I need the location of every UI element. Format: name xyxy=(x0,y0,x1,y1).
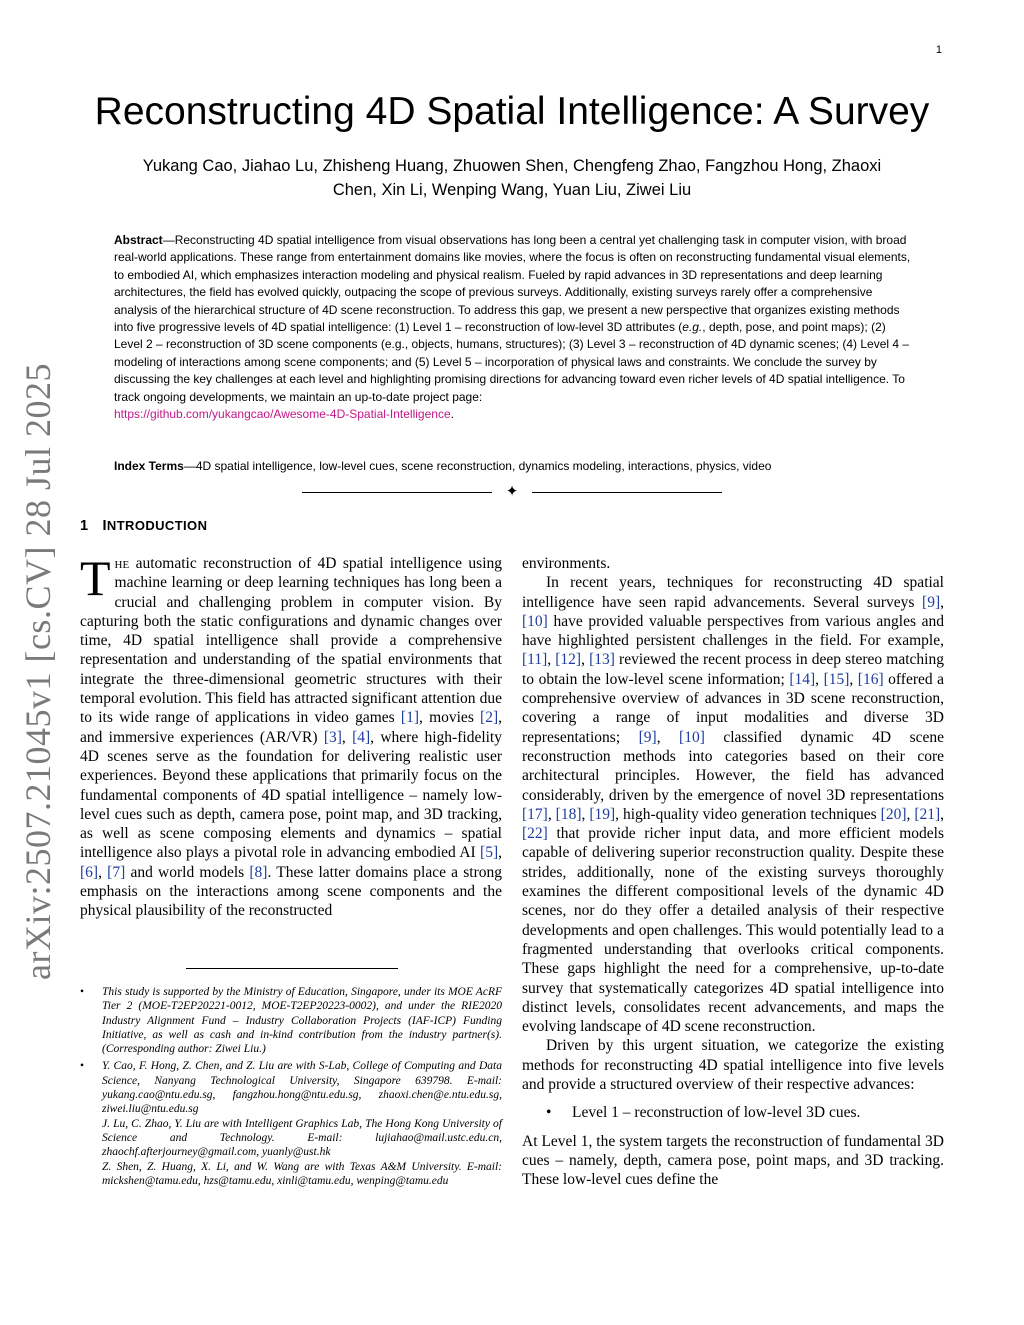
arxiv-identifier-stamp[interactable]: arXiv:2507.21045v1 [cs.CV] 28 Jul 2025 xyxy=(18,363,58,980)
paragraph-text: , xyxy=(906,805,915,823)
paragraph-text: , xyxy=(547,805,556,823)
abstract-text-part-1: Reconstructing 4D spatial intelligence from visual observations has long been a central yet challenging task in computer vision, with broad real-world applications. These range from entertainment domains like movies, where the focus is often on reconstructing fundamental visual elements, to embodied AI, which emphasizes interaction modeling and physical realism. Fueled by rapid advances in 3D representations and deep learning architectures, the field has evolved quickly, outpacing the scope of previous surveys. Additionally, existing surveys rarely offer a comprehensive analysis of the hierarchical structure of 4D scene reconstruction. To address this gap, we present a new perspective that organizes existing methods into five progressive levels of 4D spatial intelligence: (1) Level 1 – reconstruction of low-level 3D attributes ( xyxy=(114,233,911,335)
paragraph-text: that provide richer input data, and more efficient models capable of delivering superior reconstruction quality. Despite these strides, additionally, none of the existing surveys thoroughly examines the different compositional levels of the dynamic 4D scenes, nor do they offer a detailed analysis of their respective developments and open challenges. This would potentially lead to a fragmented understanding that overlooks critical components. These gaps highlight the need for a comprehensive, up-to-date survey that systematically categorizes 4D spatial intelligence into distinct levels, consolidates recent advancements, and maps the evolving landscape of 4D scene reconstruction. xyxy=(522,825,944,1036)
citation-link[interactable]: [3] xyxy=(323,728,342,746)
citation-link[interactable]: [14] xyxy=(789,670,816,688)
opening-word: he xyxy=(114,555,130,572)
footnote-affiliation-hkust: J. Lu, C. Zhao, Y. Liu are with Intelligent Graphics Lab, The Hong Kong University of Science and Technology. E-mail: lujiahao@mail.ustc.edu.cn, zhaochf.afterjourney@gmail.com, yuanly@ust.hk xyxy=(102,1117,502,1159)
section-title-first-letter: I xyxy=(102,518,107,534)
citation-link[interactable]: [22] xyxy=(522,825,548,843)
section-heading-introduction xyxy=(80,518,207,534)
paragraph-text: reviewed the recent process in deep stereo matching to obtain the low-level scene information; xyxy=(522,651,944,688)
paragraph-text: , xyxy=(581,651,590,669)
citation-link[interactable]: [12] xyxy=(555,651,582,669)
citation-link[interactable]: [19] xyxy=(589,805,616,823)
index-terms-label: Index Terms xyxy=(114,459,184,473)
paragraph-text: , and immersive experiences (AR/VR) xyxy=(80,709,502,746)
paragraph-text: classified dynamic 4D scene reconstruction methods into categories based on their core architectural principles. However, the field has advanced considerably, driven by the emergence of novel 3D representations xyxy=(522,728,944,804)
citation-link[interactable]: [6] xyxy=(80,863,99,881)
citation-link[interactable]: [9] xyxy=(922,593,941,611)
paragraph-text: , xyxy=(341,728,353,746)
paper-title: Reconstructing 4D Spatial Intelligence: A Survey xyxy=(94,90,930,133)
abstract-label: Abstract xyxy=(114,233,163,247)
paragraph-text: , xyxy=(656,728,680,746)
paragraph-text: , xyxy=(581,805,590,823)
paragraph-text: , xyxy=(940,593,944,611)
index-terms xyxy=(114,458,912,475)
abstract-eg: e.g. xyxy=(682,320,703,335)
footnote-rule xyxy=(186,968,398,969)
paragraph-text: have provided valuable perspectives from various angles and have highlighted persistent challenges in the field. For example, xyxy=(522,612,944,650)
paragraph-text: offered a comprehensive overview of advances in 3D scene reconstruction, covering a range of input modalities and diverse 3D representations; xyxy=(522,670,945,746)
paragraph-text: and world models xyxy=(125,863,250,881)
citation-link[interactable]: [2] xyxy=(480,709,499,727)
author-line-2: Chen, Xin Li, Wenping Wang, Yuan Liu, Ziwei Liu xyxy=(332,181,692,199)
author-list xyxy=(90,154,934,202)
bullet-dot: • xyxy=(546,1104,552,1122)
citation-link[interactable]: [18] xyxy=(555,805,582,823)
paragraph-text: , movies xyxy=(419,709,481,727)
citation-link[interactable]: [17] xyxy=(522,805,548,823)
abstract xyxy=(114,232,912,423)
paragraph-text: automatic reconstruction of 4D spatial intelligence using machine learning or deep learning techniques has long been a crucial and challenging problem in computer vision. By capturing both the static configurations and dynamic changes over time, 4D spatial intelligence shall provide a comprehensive representation and understanding of the spatial environments that integrate the three-dimensional geometric structures with their temporal evolution. This field has attracted significant attention due to its wide range of applications in video games xyxy=(80,555,502,727)
level-1-bullet-text: Level 1 – reconstruction of low-level 3D cues. xyxy=(572,1104,861,1122)
section-divider xyxy=(302,482,722,502)
left-column xyxy=(80,550,502,921)
intro-paragraph-2 xyxy=(522,573,944,1036)
intro-paragraph-1-body xyxy=(80,550,502,920)
intro-paragraph-1-end: environments. xyxy=(522,555,611,572)
paragraph-text: , xyxy=(547,651,556,669)
citation-link[interactable]: [7] xyxy=(107,863,126,881)
paragraph-text: In recent years, techniques for reconstructing 4D spatial intelligence have seen rapid advancements. Several surveys xyxy=(522,574,944,611)
paragraph-text: , xyxy=(849,670,858,688)
page-number: 1 xyxy=(935,44,942,56)
citation-link[interactable]: [11] xyxy=(522,651,548,669)
paragraph-text: , xyxy=(98,863,108,881)
project-page-link[interactable]: https://github.com/yukangcao/Awesome-4D-Spatial-Intelligence xyxy=(114,407,451,422)
section-number: 1 xyxy=(80,518,89,534)
footnotes xyxy=(80,985,502,1188)
citation-link[interactable]: [8] xyxy=(249,863,268,881)
paragraph-text: , where high-fidelity 4D scenes serve as the foundation for delivering realistic user experiences. Beyond these applications that primarily focus on the fundamental components of 4D spatial intelligence – namely low-level cues such as depth, camera pose, point map, and 3D tracking, as well as scene composing elements and dynamics – spatial intelligence also plays a pivotal role in advancing embodied AI xyxy=(80,728,502,862)
abstract-text-part-2: , depth, pose, and point maps); (2) Level 2 – reconstruction of 3D scene components (e.g., objects, humans, structures); (3) Level 3 – reconstruction of 4D dynamic scenes; (4) Level 4 – modeling of interactions among scene components; and (5) Level 5 – incorporation of physical laws and constraints. We conclude the survey by discussing the key challenges at each level and highlighting promising directions for advancing toward even richer levels of 4D spatial intelligence. To track ongoing developments, we maintain an up-to-date project page: xyxy=(114,320,910,404)
bullet-dot: • xyxy=(80,986,85,998)
intro-paragraph-1 xyxy=(80,550,502,921)
divider-line-left xyxy=(302,492,492,493)
citation-link[interactable]: [4] xyxy=(352,728,371,746)
diamond-star-icon: ✦ xyxy=(505,483,519,500)
right-column xyxy=(522,554,944,1190)
footnote-funding xyxy=(80,985,502,1056)
citation-link[interactable]: [1] xyxy=(400,709,419,727)
author-line-1: Yukang Cao, Jiahao Lu, Zhisheng Huang, Zhuowen Shen, Chengfeng Zhao, Fangzhou Hong, Zhaoxi xyxy=(142,157,882,175)
citation-link[interactable]: [9] xyxy=(638,728,657,746)
footnote-affiliation-ntu: Y. Cao, F. Hong, Z. Chen, and Z. Liu are with S-Lab, College of Computing and Data Science, Nanyang Technological University, Singapore 639798. E-mail: yukang.cao@ntu.edu.sg, fangzhou.hong@ntu.edu.sg, zhaoxi.chen@e.ntu.edu.sg, ziwei.liu@ntu.edu.sg xyxy=(102,1060,502,1116)
footnote-affiliations xyxy=(80,1059,502,1188)
citation-link[interactable]: [15] xyxy=(823,670,850,688)
level-1-bullet xyxy=(522,1103,944,1122)
index-terms-text: —4D spatial intelligence, low-level cues, scene reconstruction, dynamics modeling, interactions, physics, video xyxy=(183,459,772,473)
divider-line-right xyxy=(532,492,722,493)
paragraph-text: , xyxy=(815,670,824,688)
drop-cap: T xyxy=(80,550,111,606)
paragraph-text: . These latter domains place a strong emphasis on the interactions among scene components and the physical plausibility of the reconstructed xyxy=(80,863,502,920)
footnote-affiliation-tamu: Z. Shen, Z. Huang, X. Li, and W. Wang are with Texas A&M University. E-mail: mickshen@tamu.edu, hzs@tamu.edu, xinli@tamu.edu, wenping@tamu.edu xyxy=(102,1160,502,1187)
citation-link[interactable]: [5] xyxy=(480,844,499,862)
intro-paragraph-4: At Level 1, the system targets the reconstruction of fundamental 3D cues – namely, depth, camera pose, point maps, and 3D tracking. These low-level cues define the xyxy=(522,1132,944,1189)
citation-link[interactable]: [10] xyxy=(522,612,548,630)
abstract-end: . xyxy=(450,407,454,422)
citation-link[interactable]: [21] xyxy=(914,805,941,823)
citation-link[interactable]: [20] xyxy=(880,805,907,823)
paragraph-text: , xyxy=(940,805,945,823)
citation-link[interactable]: [13] xyxy=(589,651,615,669)
paragraph-text: , xyxy=(498,844,502,862)
abstract-dash: — xyxy=(162,233,175,247)
footnote-funding-text: This study is supported by the Ministry of Education, Singapore, under its MOE AcRF Tier 2 (MOE-T2EP20221-0012, MOE-T2EP20223-0002), and under the RIE2020 Industry Alignment Fund – Industry Collaboration Projects (IAF-ICP) Funding Initiative, as well as cash and in-kind contribution from the industry partner(s). (Corresponding author: Ziwei Liu.) xyxy=(102,986,502,1056)
intro-paragraph-3: Driven by this urgent situation, we categorize the existing methods for reconstructing 4D spatial intelligence into five levels and provide a structured overview of their respective advances: xyxy=(522,1037,944,1094)
citation-link[interactable]: [10] xyxy=(679,728,705,746)
paragraph-text: , high-quality video generation techniques xyxy=(615,805,881,823)
bullet-dot: • xyxy=(80,1060,85,1073)
section-title-rest: NTRODUCTION xyxy=(106,518,208,533)
citation-link[interactable]: [16] xyxy=(857,670,884,688)
